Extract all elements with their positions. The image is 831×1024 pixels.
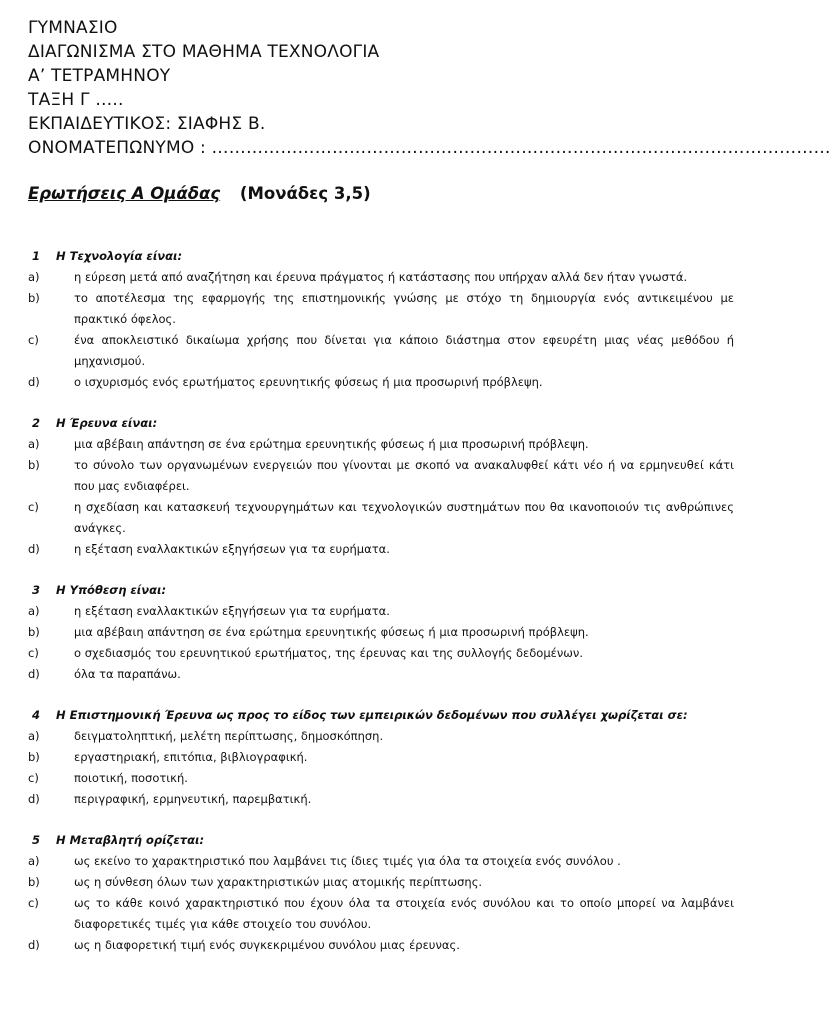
option-text: το σύνολο των οργανωμένων ενεργειών που γίνονται με σκοπό να ανακαλυφθεί κάτι νέο ή να ερμηνευθεί κάτι που μας ενδιαφέρει. bbox=[74, 458, 734, 493]
student-name-line: ΟΝΟΜΑΤΕΠΩΝΥΜΟ : ……………………………………………………………………………………………… bbox=[28, 138, 831, 158]
option-text: μια αβέβαιη απάντηση σε ένα ερώτημα ερευνητικής φύσεως ή μια προσωρινή πρόβλεψη. bbox=[74, 625, 589, 639]
option-label: b) bbox=[28, 625, 40, 639]
question-number: 2 bbox=[31, 416, 40, 430]
option-text: όλα τα παραπάνω. bbox=[74, 667, 181, 681]
section-heading bbox=[28, 184, 371, 203]
answer-option bbox=[28, 497, 734, 539]
option-label: d) bbox=[28, 542, 40, 556]
option-label: b) bbox=[28, 291, 40, 305]
class-line: ΤΑΞΗ Γ ….. bbox=[28, 90, 124, 110]
option-label: c) bbox=[28, 500, 39, 514]
option-label: b) bbox=[28, 458, 40, 472]
question-text: Η Επιστημονική Έρευνα ως προς το είδος των εμπειρικών δεδομένων που συλλέγει χωρίζεται σε: bbox=[56, 708, 688, 722]
option-text: δειγματοληπτική, μελέτη περίπτωσης, δημοσκόπηση. bbox=[74, 729, 384, 743]
question-text: Η Τεχνολογία είναι: bbox=[56, 249, 183, 263]
question-number: 1 bbox=[31, 249, 40, 263]
option-text: ποιοτική, ποσοτική. bbox=[74, 771, 188, 785]
term-line: Α’ ΤΕΤΡΑΜΗΝΟΥ bbox=[28, 66, 171, 86]
option-text: το αποτέλεσμα της εφαρμογής της επιστημονικής γνώσης με στόχο τη δημιουργία ενός αντικειμένου με πρακτικό όφελος. bbox=[74, 291, 734, 326]
option-text: περιγραφική, ερμηνευτική, παρεμβατική. bbox=[74, 792, 312, 806]
option-text: ο ισχυρισμός ενός ερωτήματος ερευνητικής φύσεως ή μια προσωρινή πρόβλεψη. bbox=[74, 375, 543, 389]
answer-option bbox=[28, 288, 734, 330]
answer-option bbox=[28, 789, 734, 810]
question-3 bbox=[28, 580, 734, 685]
option-text: ένα αποκλειστικό δικαίωμα χρήσης που δίνεται για κάποιο διάστημα στον εφευρέτη μιας νέας μεθόδου ή μηχανισμού. bbox=[74, 333, 734, 368]
option-label: c) bbox=[28, 333, 39, 347]
option-label: d) bbox=[28, 375, 40, 389]
answer-option bbox=[28, 622, 734, 643]
school-name: ΓΥΜΝΑΣΙΟ bbox=[28, 18, 118, 38]
answer-option bbox=[28, 747, 734, 768]
option-text: ως το κάθε κοινό χαρακτηριστικό που έχουν όλα τα στοιχεία ενός συνόλου και το οποίο μπορεί να λαμβάνει διαφορετικές τιμές για κάθε στοιχείο του συνόλου. bbox=[74, 896, 734, 931]
answer-option bbox=[28, 768, 734, 789]
question-5 bbox=[28, 830, 734, 956]
question-text: Η Υπόθεση είναι: bbox=[56, 583, 167, 597]
option-text: η εξέταση εναλλακτικών εξηγήσεων για τα ευρήματα. bbox=[74, 604, 390, 618]
question-list bbox=[28, 246, 734, 976]
answer-option bbox=[28, 601, 734, 622]
section-title: Ερωτήσεις Α Ομάδας bbox=[28, 184, 221, 203]
question-1 bbox=[28, 246, 734, 393]
section-points: (Μονάδες 3,5) bbox=[239, 184, 371, 203]
option-text: ως η σύνθεση όλων των χαρακτηριστικών μιας ατομικής περίπτωσης. bbox=[74, 875, 483, 889]
option-text: η σχεδίαση και κατασκευή τεχνουργημάτων και τεχνολογικών συστημάτων που θα ικανοποιούν τις ανθρώπινες ανάγκες. bbox=[74, 500, 734, 535]
option-label: c) bbox=[28, 646, 39, 660]
question-stem bbox=[28, 705, 734, 726]
option-label: a) bbox=[28, 729, 40, 743]
answer-option bbox=[28, 455, 734, 497]
option-text: ως η διαφορετική τιμή ενός συγκεκριμένου συνόλου μιας έρευνας. bbox=[74, 938, 460, 952]
question-number: 3 bbox=[31, 583, 40, 597]
answer-option bbox=[28, 872, 734, 893]
option-text: η εύρεση μετά από αναζήτηση και έρευνα πράγματος ή κατάστασης που υπήρχαν αλλά δεν ήταν γνωστά. bbox=[74, 270, 688, 284]
option-label: d) bbox=[28, 667, 40, 681]
question-number: 4 bbox=[31, 708, 40, 722]
answer-option bbox=[28, 893, 734, 935]
exam-title: ΔΙΑΓΩΝΙΣΜΑ ΣΤΟ ΜΑΘΗΜΑ ΤΕΧΝΟΛΟΓΙΑ bbox=[28, 42, 380, 62]
question-text: Η Έρευνα είναι: bbox=[56, 416, 158, 430]
option-label: d) bbox=[28, 792, 40, 806]
option-label: b) bbox=[28, 875, 40, 889]
option-label: d) bbox=[28, 938, 40, 952]
teacher-line: ΕΚΠΑΙΔΕΥΤΙΚΟΣ: ΣΙΑΦΗΣ Β. bbox=[28, 114, 266, 134]
answer-option bbox=[28, 935, 734, 956]
option-text: η εξέταση εναλλακτικών εξηγήσεων για τα ευρήματα. bbox=[74, 542, 390, 556]
answer-option bbox=[28, 851, 734, 872]
answer-option bbox=[28, 664, 734, 685]
option-label: a) bbox=[28, 604, 40, 618]
answer-option bbox=[28, 372, 734, 393]
exam-header bbox=[28, 16, 831, 160]
question-stem bbox=[28, 413, 734, 434]
question-4 bbox=[28, 705, 734, 810]
question-number: 5 bbox=[31, 833, 40, 847]
option-text: ο σχεδιασμός του ερευνητικού ερωτήματος, της έρευνας και της συλλογής δεδομένων. bbox=[74, 646, 583, 660]
option-text: ως εκείνο το χαρακτηριστικό που λαμβάνει τις ίδιες τιμές για όλα τα στοιχεία ενός συνόλου . bbox=[74, 854, 621, 868]
answer-option bbox=[28, 539, 734, 560]
answer-option bbox=[28, 643, 734, 664]
option-text: εργαστηριακή, επιτόπια, βιβλιογραφική. bbox=[74, 750, 308, 764]
question-stem bbox=[28, 580, 734, 601]
question-stem bbox=[28, 246, 734, 267]
answer-option bbox=[28, 267, 734, 288]
option-text: μια αβέβαιη απάντηση σε ένα ερώτημα ερευνητικής φύσεως ή μια προσωρινή πρόβλεψη. bbox=[74, 437, 589, 451]
answer-option bbox=[28, 434, 734, 455]
option-label: a) bbox=[28, 437, 40, 451]
question-text: Η Μεταβλητή ορίζεται: bbox=[56, 833, 205, 847]
option-label: a) bbox=[28, 854, 40, 868]
question-stem bbox=[28, 830, 734, 851]
question-2 bbox=[28, 413, 734, 560]
answer-option bbox=[28, 330, 734, 372]
answer-option bbox=[28, 726, 734, 747]
option-label: a) bbox=[28, 270, 40, 284]
option-label: b) bbox=[28, 750, 40, 764]
option-label: c) bbox=[28, 896, 39, 910]
option-label: c) bbox=[28, 771, 39, 785]
